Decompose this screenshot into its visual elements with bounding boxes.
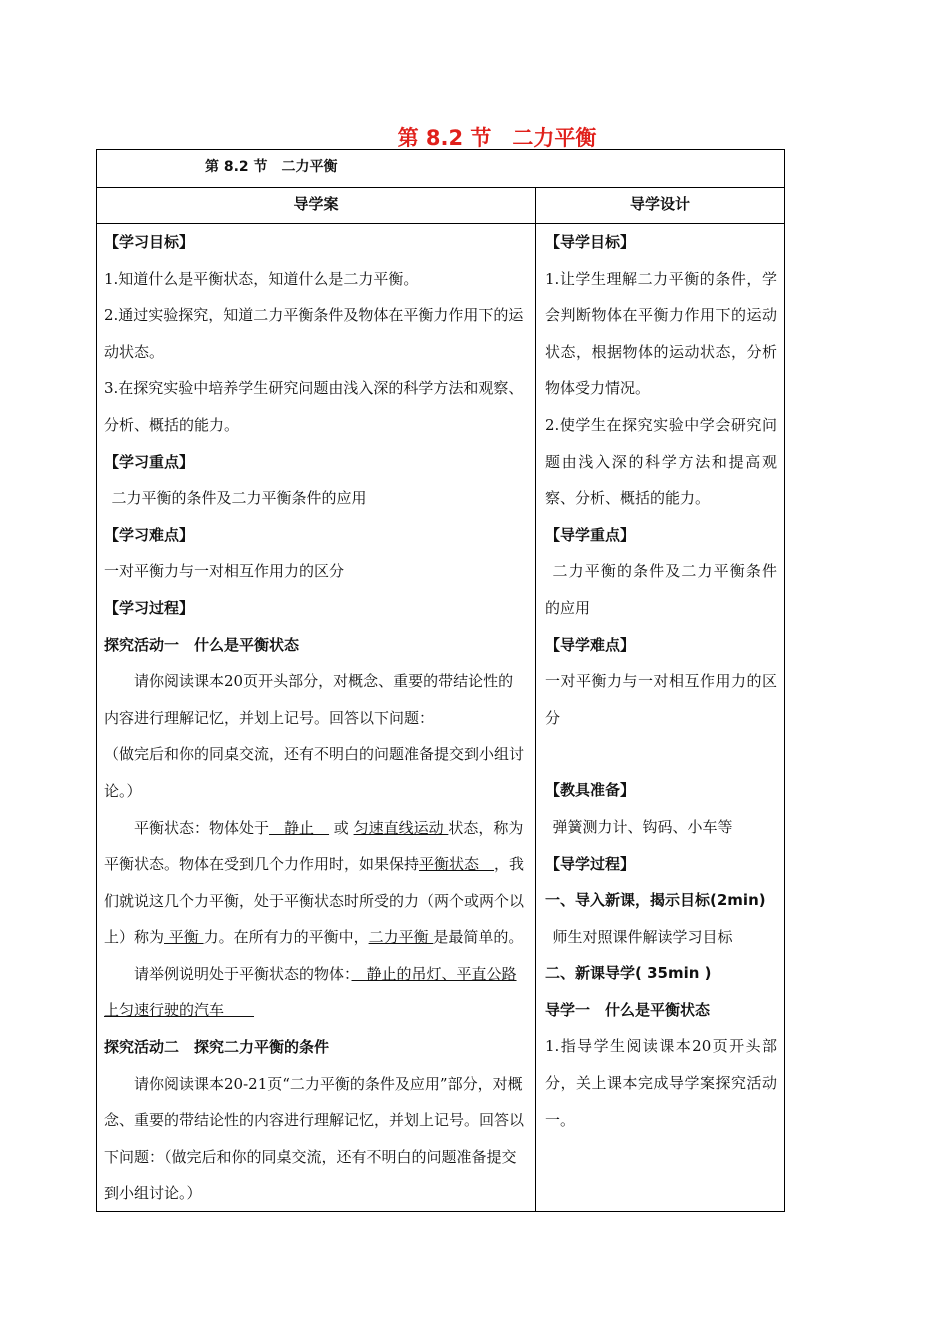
goals-heading: 【学习目标】 [104, 233, 195, 251]
guide-difficulty-text: 一对平衡力与一对相互作用力的区分 [545, 672, 777, 727]
step-2-title: 二、新课导学( 35min ) [545, 964, 712, 983]
blank-3: 平衡状态 [419, 855, 495, 874]
example-paragraph: 请举例说明处于平衡状态的物体： 静止的吊灯、平直公路上匀速行驶的汽车 [104, 964, 517, 1020]
page-title: 第 8.2 节 二力平衡 [397, 126, 597, 150]
guide-goals-heading: 【导学目标】 [545, 233, 636, 251]
goal-1: 1.知道什么是平衡状态，知道什么是二力平衡。 [104, 269, 419, 288]
example-blank: 静止的吊灯、平直公路上匀速行驶的汽车 [104, 964, 517, 1020]
step-1-text: 师生对照课件解读学习目标 [552, 927, 733, 946]
step-1-title: 一、导入新课，揭示目标(2min) [545, 891, 766, 910]
table-header-title: 第 8.2 节 二力平衡 [205, 159, 338, 175]
spacer [545, 736, 777, 772]
difficulty-text: 一对平衡力与一对相互作用力的区分 [104, 562, 345, 581]
blank-4: 平衡 [164, 928, 204, 947]
column-header-study-plan: 导学案 [293, 195, 339, 213]
guide-1-text: 1.指导学生阅读课本20页开头部分，关上课本完成导学案探究活动一。 [545, 1037, 777, 1129]
guide-difficulty-heading: 【导学难点】 [545, 635, 636, 654]
activity-1-intro: 请你阅读课本20页开头部分，对概念、重要的带结论性的内容进行理解记忆，并划上记号。回答以下问题： [104, 672, 514, 727]
blank-2: 匀速直线运动 [353, 818, 449, 837]
guide-key-text: 二力平衡的条件及二力平衡条件的应用 [545, 562, 777, 617]
guide-1-title: 导学一 什么是平衡状态 [545, 1000, 711, 1019]
difficulty-heading: 【学习难点】 [104, 525, 195, 544]
study-plan-column [104, 224, 528, 1212]
activity-1-note: （做完后和你的同桌交流，还有不明白的问题准备提交到小组讨论。） [104, 745, 525, 800]
guide-goal-1: 1.让学生理解二力平衡的条件，学会判断物体在平衡力作用下的运动状态，根据物体的运动状态，分析物体受力情况。 [545, 269, 777, 398]
tools-text: 弹簧测力计、钩码、小车等 [552, 817, 733, 836]
table-header-row [97, 150, 784, 188]
blank-5: 二力平衡 [368, 928, 434, 947]
activity-2-title: 探究活动二 探究二力平衡的条件 [104, 1038, 330, 1057]
column-header-row [97, 187, 784, 224]
key-text: 二力平衡的条件及二力平衡条件的应用 [111, 489, 367, 508]
process-heading: 【学习过程】 [104, 598, 195, 617]
goal-2: 2.通过实验探究，知道二力平衡条件及物体在平衡力作用下的运动状态。 [104, 306, 524, 361]
teaching-design-column [545, 224, 777, 1138]
activity-1-title: 探究活动一 什么是平衡状态 [104, 635, 300, 654]
tools-heading: 【教具准备】 [545, 781, 636, 800]
guide-process-heading: 【导学过程】 [545, 854, 636, 873]
guide-goal-2: 2.使学生在探究实验中学会研究问题由浅入深的科学方法和提高观察、分析、概括的能力。 [545, 415, 777, 508]
blank-1: 静止 [269, 818, 330, 837]
activity-2-intro: 请你阅读课本20-21页“二力平衡的条件及应用”部分，对概念、重要的带结论性的内容进行理解记忆，并划上记号。回答以下问题：（做完后和你的同桌交流，还有不明白的问题准备提交到小组讨论。） [104, 1074, 525, 1203]
goal-3: 3.在探究实验中培养学生研究问题由浅入深的科学方法和观察、分析、概括的能力。 [104, 379, 524, 434]
key-heading: 【学习重点】 [104, 452, 195, 471]
lesson-table [96, 149, 785, 1212]
balance-state-paragraph: 平衡状态：物体处于 静止 或 匀速直线运动 状态，称为平衡状态。物体在受到几个力作用时，如果保持平衡状态 ，我们就说这几个力平衡，处于平衡状态时所受的力（两个或两个以上）称为 平衡 力。在所有力的平衡中，二力平衡 是最简单的。 [104, 818, 525, 947]
column-divider [535, 187, 536, 1212]
column-header-teaching-design: 导学设计 [629, 195, 690, 213]
guide-key-heading: 【导学重点】 [545, 525, 636, 544]
